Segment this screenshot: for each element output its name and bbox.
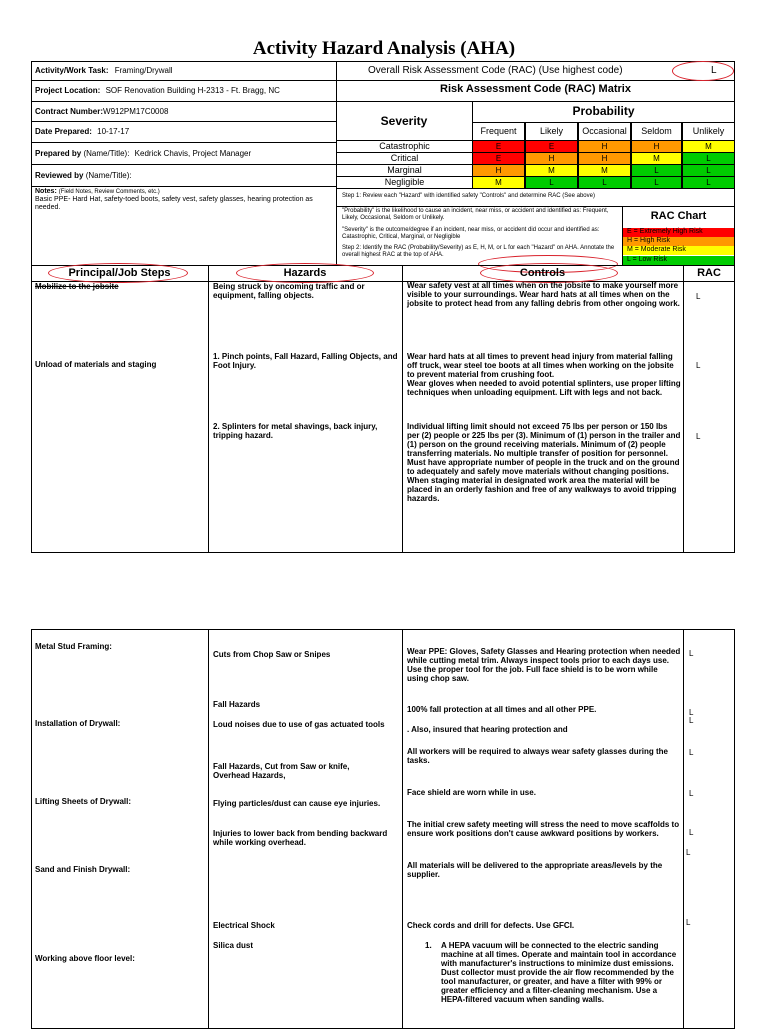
rac-matrix-cell: E <box>525 140 578 153</box>
severity-definition: "Severity" is the outcome/degree if an incident, near miss, or accident did occur and identified as: Catastrophic, Critical, Marginal, or Negligible <box>342 227 600 240</box>
job-step-metal-stud: Metal Stud Framing: <box>35 642 112 651</box>
hazards-circle <box>236 263 374 283</box>
severity-label: Severity <box>380 114 428 128</box>
prepared-by-sub: (Name/Title): <box>83 149 130 158</box>
rac-chart-item: L = Low Risk <box>623 256 734 265</box>
control-check-cords: Check cords and drill for defects. Use GFCI. <box>407 921 575 930</box>
severity-row-label: Marginal <box>336 164 473 177</box>
date-prepared-value: 10-17-17 <box>97 127 130 136</box>
control-lifting-limit: Individual lifting limit should not exceed 75 lbs per person or 150 lbs per (2) people or 225 lbs per (3). Minimum of (1) person in the trailer and (1) person on the ground receiving materials. Minimum of (2) people transferring materials. No multiple transfer of position for personnel. Must have appropriate number of people in the truck and on the ground to adequately and safely move materials without changing positions. When staging material in designated work area the material will be placed in an orderly fashion and free of any walkways to avoid tripping hazards. <box>407 422 681 503</box>
severity-row-label: Catastrophic <box>336 140 473 153</box>
control-list-number: 1. <box>425 941 432 950</box>
control-hearing-protection: . Also, insured that hearing protection and <box>407 725 568 734</box>
rac-matrix-cell: L <box>682 152 735 165</box>
control-crew-meeting: The initial crew safety meeting will stress the need to move scaffolds to ensure work positions don't cause awkward positions by workers. <box>407 820 680 838</box>
control-safety-vest: Wear safety vest at all times when on the jobsite to make yourself more visible to your surroundings. Wear hard hats at all times when on the jobsite to protect head from any falling debris from other ongoing work. <box>407 281 680 308</box>
rac-matrix-cell: H <box>631 140 682 153</box>
rac-value: L <box>686 848 691 857</box>
overall-rac-label: Overall Risk Assessment Code (RAC) (Use highest code) <box>368 65 623 76</box>
rac-matrix-cell: H <box>578 152 631 165</box>
hazard-flying-particles: Flying particles/dust can cause eye injuries. <box>213 799 381 808</box>
severity-row-label: Critical <box>336 152 473 165</box>
rac-matrix-cell: L <box>578 176 631 189</box>
rac-matrix-cell: L <box>682 164 735 177</box>
rac-value: L <box>696 432 701 441</box>
rac-chart-title: RAC Chart <box>650 210 707 222</box>
rac-value: L <box>696 361 701 370</box>
severity-row-label: Negligible <box>336 176 473 189</box>
reviewed-by-sub: (Name/Title): <box>85 171 132 180</box>
hazard-fall: Fall Hazards <box>213 700 261 709</box>
controls-circle <box>480 263 618 283</box>
matrix-title: Risk Assessment Code (RAC) Matrix <box>440 83 631 95</box>
rac-matrix-cell: M <box>525 164 578 177</box>
reviewed-by-label: Reviewed by <box>35 171 84 180</box>
activity-label: Activity/Work Task: <box>35 66 109 75</box>
rac-value: L <box>689 716 694 725</box>
job-step-sand-finish: Sand and Finish Drywall: <box>35 865 131 874</box>
control-hard-hats: Wear hard hats at all times to prevent head injury from material falling off truck, wear steel toe boots at all times when working on the jobsite to prevent material from crushing foot. Wear gloves when needed to avoid potential splinters, use proper lifting techniques when unloading equipment. Lift with legs and not back. <box>407 352 681 397</box>
hazard-cuts: Cuts from Chop Saw or Snipes <box>213 650 331 659</box>
col-controls: Controls <box>519 267 566 279</box>
rac-chart-item: H = High Risk <box>623 237 734 246</box>
notes-value: Basic PPE- Hard Hat, safety-toed boots, safety vest, safety glasses, hearing protection as needed. <box>35 196 313 211</box>
job-step-lifting-sheets: Lifting Sheets of Drywall: <box>35 797 132 806</box>
rac-chart-item: M = Moderate Risk <box>623 246 734 255</box>
rac-value: L <box>689 649 694 658</box>
rac-matrix-cell: H <box>472 164 525 177</box>
hazard-lower-back: Injuries to lower back from bending backward while working overhead. <box>213 829 388 847</box>
hazard-loud-noises: Loud noises due to use of gas actuated tools <box>213 720 385 729</box>
notes-sub: (Field Notes, Review Comments, etc.) <box>58 189 160 195</box>
rac-matrix-cell: M <box>578 164 631 177</box>
control-hepa-vacuum: A HEPA vacuum will be connected to the electric sanding machine at all times. Operate and maintain tool in accordance with manufacturer's instructions to minimize dust emissions. Dust collector must provide the air flow recommended by the tool manufacturer, or greater, and have a filter with 99% or greater efficiency and a filter-cleaning mechanism. Use a HEPA-filtered vacuum when sanding walls. <box>441 941 677 1004</box>
col-hazards: Hazards <box>283 267 327 279</box>
date-prepared-label: Date Prepared: <box>35 127 92 136</box>
prepared-by-value: Kedrick Chavis, Project Manager <box>134 149 252 158</box>
rac-matrix-cell: M <box>472 176 525 189</box>
rac-matrix-cell: L <box>631 176 682 189</box>
probability-col-header: Likely <box>525 122 578 141</box>
contract-number-label: Contract Number: <box>35 107 104 116</box>
rac-chart-item: E = Extremely High Risk <box>623 228 734 237</box>
job-step-unload: Unload of materials and staging <box>35 360 157 369</box>
project-location-value: SOF Renovation Building H-2313 - Ft. Bragg, NC <box>105 86 280 95</box>
rac-matrix-cell: H <box>578 140 631 153</box>
rac-matrix-cell: E <box>472 152 525 165</box>
activity-value: Framing/Drywall <box>114 66 173 75</box>
probability-col-header: Frequent <box>472 122 525 141</box>
rac-matrix-cell: E <box>472 140 525 153</box>
probability-col-header: Occasional <box>578 122 631 141</box>
job-step-mobilize: Mobilize to the jobsite <box>35 282 119 291</box>
rac-matrix-cell: H <box>525 152 578 165</box>
col-job-steps: Principal/Job Steps <box>68 267 171 279</box>
control-face-shield: Face shield are worn while in use. <box>407 788 536 797</box>
rac-matrix-cell: M <box>682 140 735 153</box>
rac-matrix-cell: L <box>631 164 682 177</box>
probability-definition: "Probability" is the likelihood to cause an incident, near miss, or accident and identified as: Frequent, Likely, Occasional, Seldom or Unlikely. <box>342 208 609 221</box>
control-fall-protection: 100% fall protection at all times and all other PPE. <box>407 705 597 714</box>
rac-value: L <box>689 828 694 837</box>
step1-text: Step 1: Review each "Hazard" with identified safety "Controls" and determine RAC (See above) <box>342 193 595 199</box>
hazard-silica-dust: Silica dust <box>213 941 254 950</box>
hazard-struck: Being struck by oncoming traffic and or equipment, falling objects. <box>213 282 365 300</box>
notes-label: Notes: <box>35 188 57 195</box>
probability-label: Probability <box>572 104 635 118</box>
job-step-above-floor: Working above floor level: <box>35 954 135 963</box>
probability-col-header: Seldom <box>631 122 682 141</box>
contract-number-value: W912PM17C0008 <box>103 107 169 116</box>
rac-matrix-cell: L <box>525 176 578 189</box>
hazard-electrical-shock: Electrical Shock <box>213 921 275 930</box>
rac-value: L <box>686 918 691 927</box>
control-materials-delivered: All materials will be delivered to the appropriate areas/levels by the supplier. <box>407 861 663 879</box>
prepared-by-label: Prepared by <box>35 149 82 158</box>
hazard-fall-cut-overhead: Fall Hazards, Cut from Saw or knife, Overhead Hazards, <box>213 762 350 780</box>
rac-matrix-cell: M <box>631 152 682 165</box>
overall-rac-value: L <box>711 65 717 76</box>
overall-rac-circle <box>672 61 734 81</box>
hazard-pinch-points: 1. Pinch points, Fall Hazard, Falling Objects, and Foot Injury. <box>213 352 398 370</box>
page-title: Activity Hazard Analysis (AHA) <box>252 38 516 59</box>
col-rac: RAC <box>697 267 721 279</box>
steps-circle <box>48 263 188 283</box>
project-location-label: Project Location: <box>35 86 101 95</box>
rac-value: L <box>689 748 694 757</box>
control-wear-ppe: Wear PPE: Gloves, Safety Glasses and Hearing protection when needed while cutting metal trim. Always inspect tools prior to each days use. Use the proper tool for the job. Full face shield is to be worn while using chop saw. <box>407 647 681 683</box>
control-safety-glasses: All workers will be required to always wear safety glasses during the tasks. <box>407 747 668 765</box>
rac-matrix-cell: L <box>682 176 735 189</box>
rac-value: L <box>689 789 694 798</box>
hazard-splinters: 2. Splinters for metal shavings, back injury, tripping hazard. <box>213 422 378 440</box>
rac-value: L <box>696 292 701 301</box>
step2-text: Step 2: Identify the RAC (Probability/Severity) as E, H, M, or L for each "Hazard" on AHA. Annotate the overall highest RAC at the top of AHA. <box>342 245 615 258</box>
probability-col-header: Unlikely <box>682 122 735 141</box>
rac-value: L <box>689 708 694 717</box>
job-step-install-drywall: Installation of Drywall: <box>35 719 121 728</box>
